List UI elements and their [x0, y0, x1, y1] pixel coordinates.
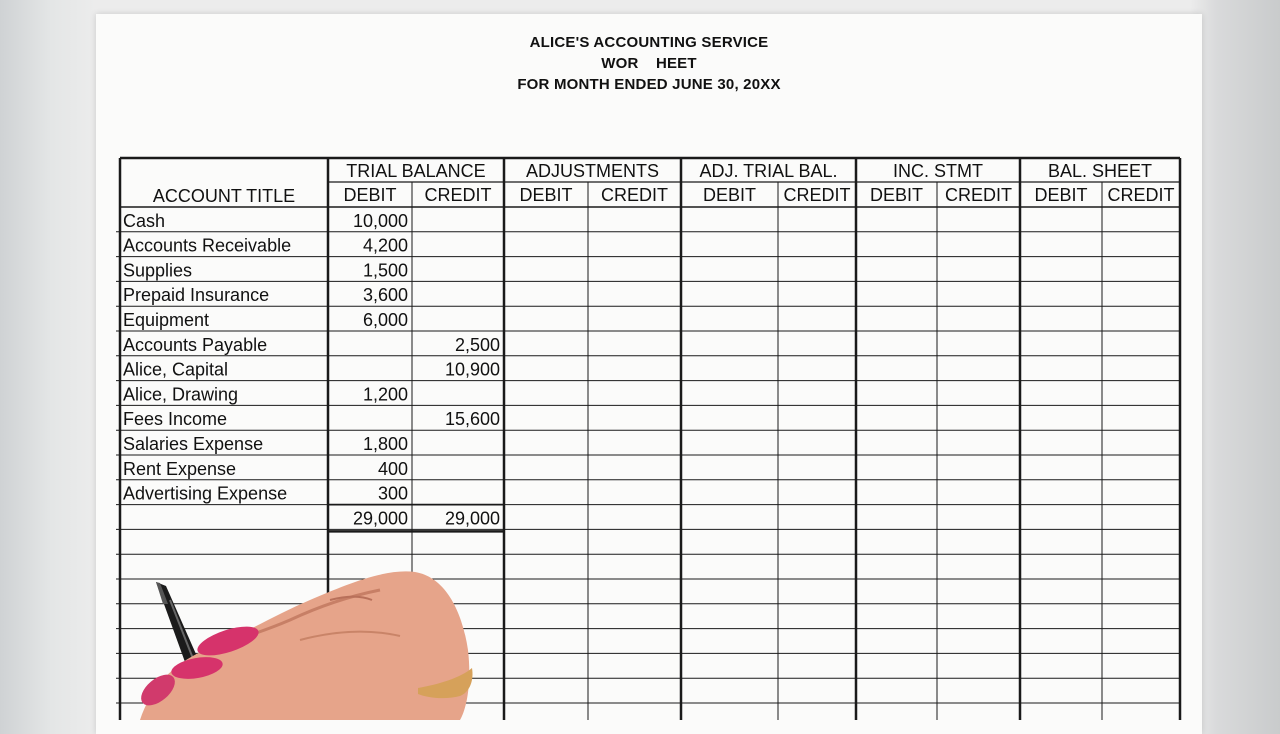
credit-amount: 2,500: [454, 334, 500, 355]
credit-header: CREDIT: [601, 185, 668, 205]
debit-amount: 1,500: [362, 260, 408, 281]
account-name: Rent Expense: [123, 458, 237, 479]
account-name: Accounts Payable: [123, 334, 268, 355]
debit-header: DEBIT: [869, 185, 924, 205]
debit-amount: 1,200: [362, 384, 408, 405]
credit-amount: 10,900: [444, 359, 500, 380]
debit-amount: 3,600: [362, 285, 408, 306]
credit-header: CREDIT: [424, 185, 492, 205]
account-name: Cash: [123, 210, 166, 231]
debit-amount: 6,000: [362, 310, 408, 330]
account-name: Equipment: [123, 310, 210, 330]
account-name: Accounts Receivable: [123, 235, 292, 256]
debit-amount: 1,800: [362, 434, 408, 454]
total-credit: 29,000: [444, 508, 500, 529]
debit-amount: 10,000: [352, 210, 408, 231]
account-name: Advertising Expense: [123, 483, 288, 504]
debit-header: DEBIT: [702, 185, 757, 205]
account-name: Alice, Capital: [123, 359, 229, 380]
account-name: Prepaid Insurance: [123, 285, 270, 306]
column-group-header: ADJUSTMENTS: [525, 161, 660, 181]
debit-amount: 4,200: [362, 235, 408, 256]
credit-header: CREDIT: [945, 185, 1012, 205]
total-debit: 29,000: [352, 508, 408, 529]
credit-header: CREDIT: [1107, 185, 1175, 205]
credit-amount: 15,600: [444, 409, 500, 430]
column-group-header: TRIAL BALANCE: [346, 161, 486, 181]
report-period: FOR MONTH ENDED JUNE 30, 20XX: [517, 76, 781, 93]
account-title-header: ACCOUNT TITLE: [152, 186, 296, 206]
account-name: Salaries Expense: [123, 434, 264, 454]
debit-amount: 400: [377, 458, 408, 479]
account-name: Alice, Drawing: [123, 384, 239, 405]
account-name: Supplies: [123, 260, 193, 281]
credit-header: CREDIT: [783, 185, 851, 205]
company-name: ALICE'S ACCOUNTING SERVICE: [529, 34, 769, 51]
column-group-header: ADJ. TRIAL BAL.: [699, 161, 838, 181]
report-title: WOR HEET: [601, 55, 697, 72]
debit-header: DEBIT: [343, 185, 397, 205]
debit-header: DEBIT: [519, 185, 573, 205]
column-group-header: BAL. SHEET: [1047, 161, 1153, 181]
debit-header: DEBIT: [1034, 185, 1088, 205]
column-group-header: INC. STMT: [893, 161, 983, 181]
account-name: Fees Income: [123, 409, 228, 430]
debit-amount: 300: [377, 483, 408, 504]
